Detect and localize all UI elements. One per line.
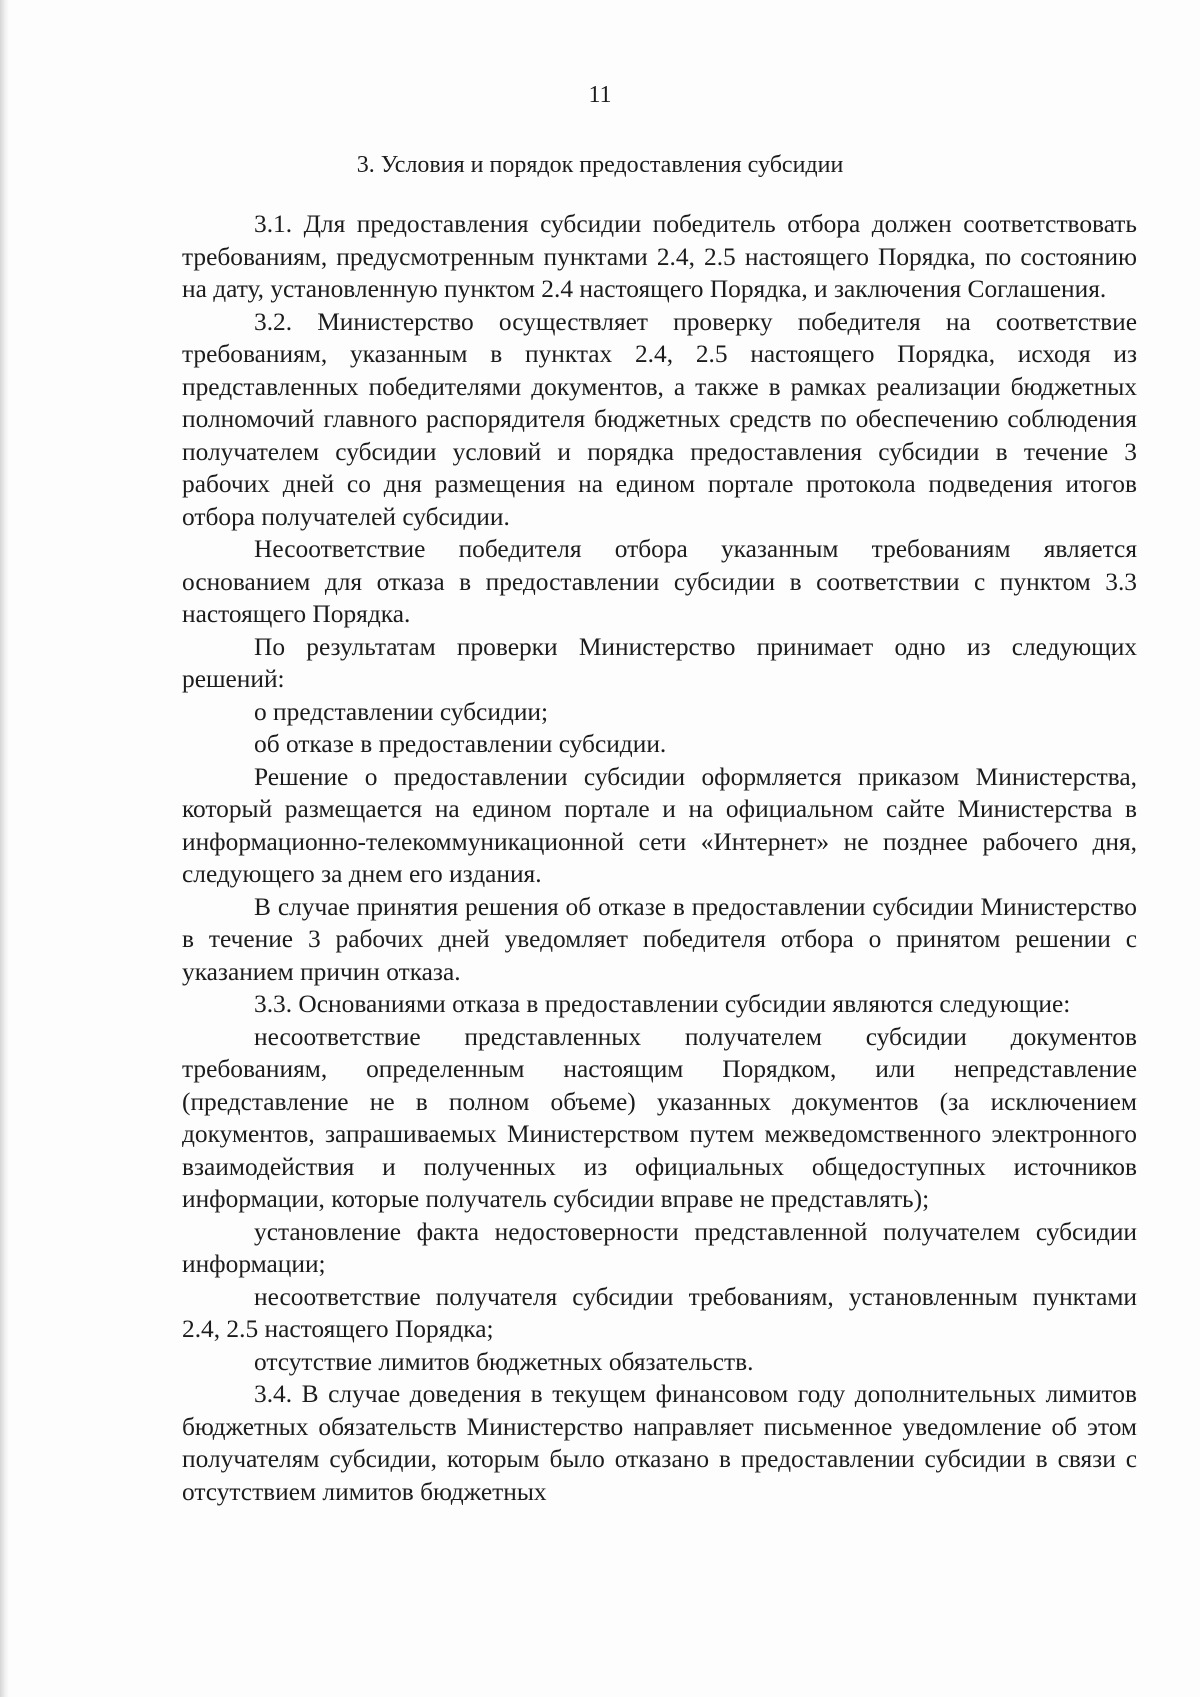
paragraph-decisions-intro: По результатам проверки Министерство принимает одно из следующих решений:	[182, 632, 1137, 693]
scan-edge-shadow	[0, 0, 9, 1697]
section-title: 3. Условия и порядок предоставления субсидии	[356, 152, 844, 178]
refusal-ground-no-limits: отсутствие лимитов бюджетных обязательств.	[254, 1347, 754, 1376]
paragraph-3-4: 3.4. В случае доведения в текущем финансовом году дополнительных лимитов бюджетных обязательств Министерство направляет письменное уведомление об этом получателям субсидии, которым было отказано в предоставлении субсидии в связи с отсутствием лимитов бюджетных	[182, 1380, 1137, 1506]
paragraph-3-2: 3.2. Министерство осуществляет проверку победителя на соответствие требованиям, указанным в пунктах 2.4, 2.5 настоящего Порядка, исходя из представленных победителями документов, а также в рамках реализации бюджетных полномочий главного распорядителя бюджетных средств по обеспечению соблюдения получателем субсидии условий и порядка предоставления субсидии в течение 3 рабочих дней со дня размещения на едином портале протокола подведения итогов отбора получателей субсидии.	[182, 307, 1137, 531]
decision-item-grant: о представлении субсидии;	[254, 697, 549, 726]
paragraph-nonconformity: Несоответствие победителя отбора указанным требованиям является основанием для отказа в предоставлении субсидии в соответствии с пунктом 3.3 настоящего Порядка.	[182, 535, 1137, 628]
refusal-ground-documents: несоответствие представленных получателем субсидии документов требованиям, определенным настоящим Порядком, или непредставление (представление не в полном объеме) указанных документов (за исключением документов, запрашиваемых Министерством путем межведомственного электронного взаимодействия и полученных из официальных общедоступных источников информации, которые получатель субсидии вправе не представлять);	[182, 1022, 1137, 1213]
paragraph-decision-order: Решение о предоставлении субсидии оформляется приказом Министерства, который размещается на едином портале и на официальном сайте Министерства в информационно-телекоммуникационной сети «Интернет» не позднее рабочего дня, следующего за днем его издания.	[182, 762, 1137, 888]
paragraph-3-1: 3.1. Для предоставления субсидии победитель отбора должен соответствовать требованиям, предусмотренным пунктами 2.4, 2.5 настоящего Порядка, по состоянию на дату, установленную пунктом 2.4 настоящего Порядка, и заключения Соглашения.	[182, 210, 1137, 303]
page-number: 11	[588, 82, 612, 108]
paragraph-3-3: 3.3. Основаниями отказа в предоставлении субсидии являются следующие:	[254, 990, 1071, 1018]
decision-item-refusal: об отказе в предоставлении субсидии.	[254, 730, 667, 758]
document-body	[182, 208, 1137, 1508]
paragraph-refusal-notice: В случае принятия решения об отказе в предоставлении субсидии Министерство в течение 3 рабочих дней уведомляет победителя отбора о принятом решении с указанием причин отказа.	[182, 892, 1137, 986]
refusal-ground-requirements: несоответствие получателя субсидии требованиям, установленным пунктами 2.4, 2.5 настоящего Порядка;	[182, 1282, 1137, 1343]
refusal-ground-false-info: установление факта недостоверности представленной получателем субсидии информации;	[182, 1217, 1137, 1278]
